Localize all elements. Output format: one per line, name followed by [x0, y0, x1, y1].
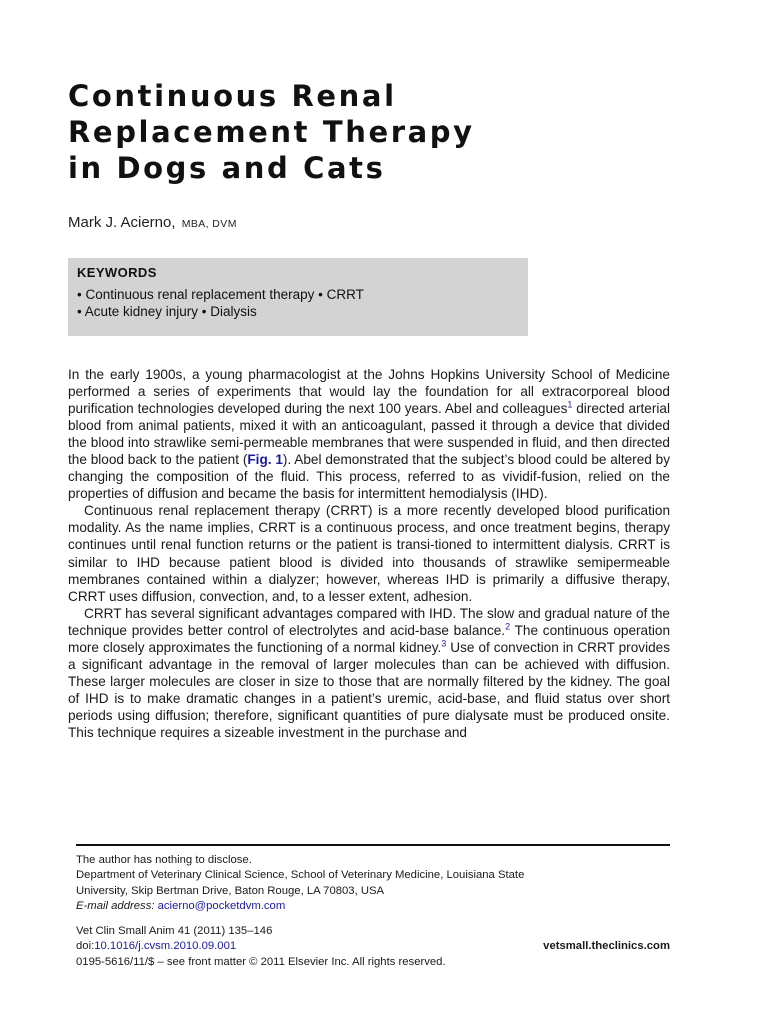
author-name: Mark J. Acierno,	[68, 214, 176, 231]
email-label: E-mail address:	[76, 899, 155, 912]
p3-text-b: The continuous operation more closely approximates the functioning of a normal kidney.	[68, 622, 671, 655]
copyright-line: 0195-5616/11/$ – see front matter © 2011 Elsevier Inc. All rights reserved.	[76, 955, 446, 968]
article-body	[68, 366, 670, 741]
citation-2-link[interactable]: 2	[505, 621, 511, 632]
email-link[interactable]: acierno@pocketdvm.com	[157, 899, 286, 912]
doi-row	[76, 939, 670, 954]
author-degrees: MBA, DVM	[181, 218, 237, 230]
keywords-line-2: • Acute kidney injury • Dialysis	[77, 304, 257, 319]
body-paragraph-1	[68, 366, 670, 502]
p1-text-a: In the early 1900s, a young pharmacologist at the Johns Hopkins University School of Medicine performed a series of experiments that would lay the foundation for all extracorporeal blood purification technologies developed during the next 100 years. Abel and colleagues	[68, 367, 670, 417]
title-line-3: in Dogs and Cats	[68, 151, 386, 185]
keywords-box	[68, 258, 528, 336]
p1-text-b: directed arterial blood from animal patients, mixed it with an anticoagulant, passed it through a device that divided the blood into strawlike semi-permeable membranes that were suspended in fluid, and then directed the blood back to the patient (	[68, 401, 670, 468]
footnotes	[76, 853, 670, 914]
email-line	[76, 899, 670, 914]
title-line-2: Replacement Therapy	[68, 115, 475, 149]
journal-website-link[interactable]: vetsmall.theclinics.com	[543, 940, 670, 953]
disclosure-note: The author has nothing to disclose.	[76, 854, 252, 866]
journal-info	[76, 924, 670, 970]
citation-1-link[interactable]: 1	[567, 399, 573, 410]
footnote-divider	[76, 844, 670, 846]
doi-line	[76, 939, 236, 954]
doi-link[interactable]: 10.1016/j.cvsm.2010.09.001	[94, 940, 237, 953]
affiliation-line-2: University, Skip Bertman Drive, Baton Rouge, LA 70803, USA	[76, 884, 385, 897]
p1-text-c: ). Abel demonstrated that the subject’s blood could be altered by changing the composition of the fluid. This process, referred to as vividif-fusion, relied on the properties of diffusion and became the basis for intermittent hemodialysis (IHD).	[68, 452, 671, 502]
author-line	[68, 214, 237, 231]
citation-3-link[interactable]: 3	[441, 638, 447, 649]
body-paragraph-2: Continuous renal replacement therapy (CRRT) is a more recently developed blood purification modality. As the name implies, CRRT is a continuous process, and once treatment begins, therapy continues until renal function returns or the patient is transi-tioned to intermittent dialysis. CRRT is similar to IHD because patient blood is divided into thousands of strawlike semipermeable membranes contained within a dialyzer; however, whereas IHD is primarily a diffusive therapy, CRRT uses diffusion, convection, and, to a lesser extent, adhesion.	[68, 503, 670, 604]
article-title	[68, 78, 475, 186]
p3-text-c: Use of convection in CRRT provides a significant advantage in the removal of larger molecules than can be achieved with diffusion. These larger molecules are closer in size to those that are normally filtered by the kidney. The goal of IHD is to make dramatic changes in a patient’s uremic, acid-base, and fluid status over short periods using diffusion; therefore, significant quantities of pure dialysate must be produced onsite. This technique requires a sizeable investment in the purchase and	[68, 639, 671, 740]
keywords-line-1: • Continuous renal replacement therapy • CRRT	[77, 287, 364, 302]
figure-1-link[interactable]: Fig. 1	[247, 452, 283, 468]
keywords-heading: KEYWORDS	[77, 265, 157, 280]
doi-label: doi:	[76, 940, 95, 953]
body-paragraph-3	[68, 605, 670, 741]
p3-text-a: CRRT has several significant advantages compared with IHD. The slow and gradual nature of the technique provides better control of electrolytes and acid-base balance.	[68, 605, 670, 638]
journal-citation: Vet Clin Small Anim 41 (2011) 135–146	[76, 925, 273, 937]
affiliation-line-1: Department of Veterinary Clinical Science, School of Veterinary Medicine, Louisiana State	[76, 869, 525, 882]
title-line-1: Continuous Renal	[68, 79, 397, 113]
